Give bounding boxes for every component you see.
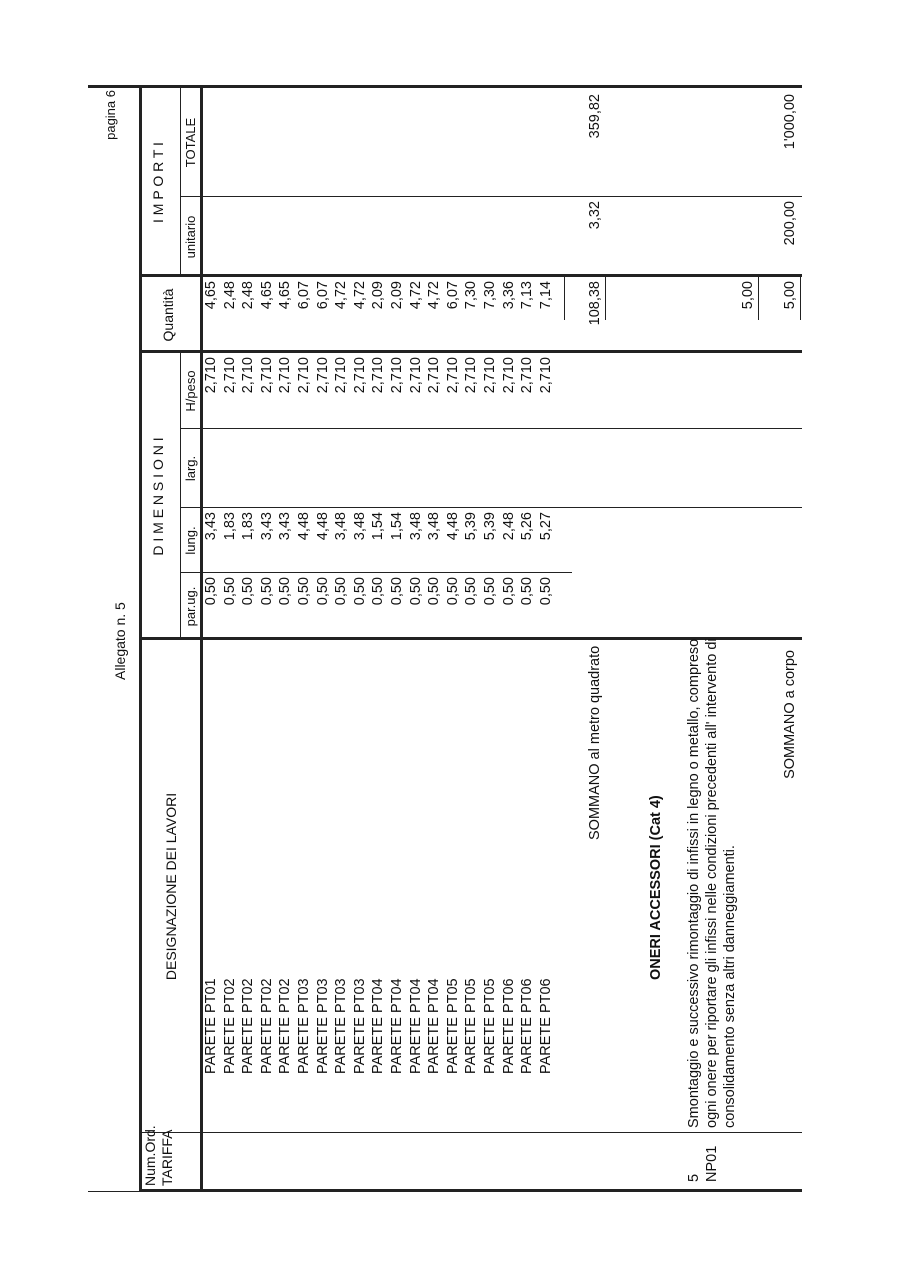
row-lunghezza: 5,39: [463, 512, 480, 541]
row-lunghezza: 3,43: [203, 512, 219, 541]
row-quantita: 7,14: [537, 281, 554, 310]
row-description: PARETE PT05: [463, 978, 480, 1074]
item-quantity: 5,00: [740, 281, 756, 310]
row-altezza-peso: 2,710: [463, 357, 480, 394]
row-altezza-peso: 2,710: [277, 357, 294, 394]
row-quantita: 7,30: [463, 281, 480, 310]
sum2-unit-price: 200,00: [782, 201, 798, 246]
col-divider-quantita: [139, 274, 802, 277]
row-description: PARETE PT04: [389, 978, 405, 1074]
row-quantita: 6,07: [314, 281, 331, 310]
row-lunghezza: 1,83: [221, 512, 238, 541]
col-divider-lung: [180, 507, 802, 508]
row-lunghezza: 3,43: [277, 512, 294, 541]
header-importi: I M P O R T I: [150, 142, 166, 223]
header-unitario: unitario: [183, 215, 198, 259]
annex-label: Allegato n. 5: [112, 602, 128, 680]
header-totale: TOTALE: [183, 117, 198, 168]
row-parti-uguali: 0,50: [370, 577, 387, 606]
row-description: PARETE PT04: [407, 978, 424, 1074]
sum2-total: 1'000,00: [782, 94, 798, 150]
row-parti-uguali: 0,50: [351, 577, 368, 606]
row-description: PARETE PT04: [370, 978, 387, 1074]
row-altezza-peso: 2,710: [296, 357, 312, 394]
row-quantita: 7,13: [519, 281, 536, 310]
frame-left: [139, 1189, 802, 1192]
row-altezza-peso: 2,710: [351, 357, 368, 394]
sum1-unit-price: 3,32: [587, 201, 603, 230]
row-quantita: 4,72: [333, 281, 350, 310]
header-lung: lung.: [183, 526, 198, 555]
row-parti-uguali: 0,50: [221, 577, 238, 606]
row-parti-uguali: 0,50: [482, 577, 498, 606]
row-lunghezza: 1,83: [240, 512, 257, 541]
row-description: PARETE PT03: [314, 978, 331, 1074]
row-parti-uguali: 0,50: [500, 577, 517, 606]
header-larg: larg.: [183, 455, 198, 482]
item-number: 5: [686, 1173, 702, 1182]
row-quantita: 4,72: [351, 281, 368, 310]
row-parti-uguali: 0,50: [240, 577, 257, 606]
header-dimensioni: D I M E N S I O N I: [150, 437, 166, 556]
row-altezza-peso: 2,710: [426, 357, 443, 394]
row-altezza-peso: 2,710: [500, 357, 517, 394]
row-description: PARETE PT06: [519, 978, 536, 1074]
row-description: PARETE PT03: [351, 978, 368, 1074]
row-description: PARETE PT02: [258, 978, 275, 1074]
row-description: PARETE PT02: [240, 978, 257, 1074]
row-parti-uguali: 0,50: [519, 577, 536, 606]
row-lunghezza: 5,39: [482, 512, 498, 541]
row-quantita: 4,72: [407, 281, 424, 310]
row-description: PARETE PT06: [537, 978, 554, 1074]
row-quantita: 4,65: [258, 281, 275, 310]
row-altezza-peso: 2,710: [389, 357, 405, 394]
row-parti-uguali: 0,50: [426, 577, 443, 606]
row-parti-uguali: 0,50: [333, 577, 350, 606]
row-parti-uguali: 0,50: [389, 577, 405, 606]
item-code: NP01: [704, 1145, 720, 1182]
row-altezza-peso: 2,710: [537, 357, 554, 394]
row-quantita: 6,07: [296, 281, 312, 310]
item-description-line1: Smontaggio e successivo rimontaggio di infissi in legno o metallo, compreso: [686, 638, 702, 1128]
row-description: PARETE PT02: [277, 978, 294, 1074]
sum2-quantity: 5,00: [782, 281, 798, 310]
row-quantita: 2,09: [389, 281, 405, 310]
row-altezza-peso: 2,710: [314, 357, 331, 394]
sum1-total: 359,82: [587, 94, 603, 139]
row-parti-uguali: 0,50: [537, 577, 554, 606]
col-divider-unitario: [180, 196, 802, 197]
header-hpeso: H/peso: [183, 370, 198, 412]
row-altezza-peso: 2,710: [258, 357, 275, 394]
row-parti-uguali: 0,50: [444, 577, 461, 606]
row-lunghezza: 1,54: [370, 512, 387, 541]
row-lunghezza: 5,26: [519, 512, 536, 541]
row-altezza-peso: 2,710: [333, 357, 350, 394]
item-description-line2: ogni onere per riportare gli infissi nelle condizioni precedenti all' intervento di: [704, 638, 720, 1128]
row-quantita: 2,48: [240, 281, 257, 310]
row-altezza-peso: 2,710: [221, 357, 238, 394]
header-quantita: Quantità: [160, 288, 176, 342]
row-description: PARETE PT03: [333, 978, 350, 1074]
row-altezza-peso: 2,710: [240, 357, 257, 394]
row-quantita: 2,48: [221, 281, 238, 310]
row-lunghezza: 5,27: [537, 512, 554, 541]
row-quantita: 7,30: [482, 281, 498, 310]
header-designazione: DESIGNAZIONE DEI LAVORI: [163, 792, 179, 981]
row-quantita: 4,65: [203, 281, 219, 310]
row-lunghezza: 2,48: [500, 512, 517, 541]
row-parti-uguali: 0,50: [314, 577, 331, 606]
row-quantita: 4,65: [277, 281, 294, 310]
row-lunghezza: 4,48: [314, 512, 331, 541]
row-parti-uguali: 0,50: [296, 577, 312, 606]
row-lunghezza: 4,48: [444, 512, 461, 541]
row-quantita: 3,36: [500, 281, 517, 310]
sum1-quantity: 108,38: [587, 281, 603, 326]
row-parti-uguali: 0,50: [463, 577, 480, 606]
row-altezza-peso: 2,710: [407, 357, 424, 394]
row-lunghezza: 3,48: [351, 512, 368, 541]
item-description-line3: consolidamento senza altri danneggiamenti.: [722, 845, 738, 1128]
row-lunghezza: 3,43: [258, 512, 275, 541]
importi-subheader-line: [180, 88, 181, 277]
row-quantita: 4,72: [426, 281, 443, 310]
row-altezza-peso: 2,710: [203, 357, 219, 394]
dimensioni-subheader-line: [180, 353, 181, 640]
header-parug: par.ug.: [183, 586, 198, 627]
row-quantita: 2,09: [370, 281, 387, 310]
row-description: PARETE PT05: [444, 978, 461, 1074]
row-parti-uguali: 0,50: [258, 577, 275, 606]
row-description: PARETE PT01: [203, 978, 219, 1074]
col-divider-tariffa: [139, 1132, 802, 1133]
sum2-label: SOMMANO a corpo: [782, 650, 798, 779]
row-altezza-peso: 2,710: [370, 357, 387, 394]
row-quantita: 6,07: [444, 281, 461, 310]
row-lunghezza: 3,48: [333, 512, 350, 541]
row-parti-uguali: 0,50: [203, 577, 219, 606]
header-numord: Num.Ord.: [142, 1125, 158, 1186]
row-lunghezza: 3,48: [407, 512, 424, 541]
row-lunghezza: 3,48: [426, 512, 443, 541]
row-altezza-peso: 2,710: [519, 357, 536, 394]
row-altezza-peso: 2,710: [444, 357, 461, 394]
row-description: PARETE PT06: [500, 978, 517, 1074]
page-number: pagina 6: [103, 90, 118, 140]
row-parti-uguali: 0,50: [277, 577, 294, 606]
row-description: PARETE PT05: [482, 978, 498, 1074]
row-description: PARETE PT02: [221, 978, 238, 1074]
row-lunghezza: 4,48: [296, 512, 312, 541]
row-parti-uguali: 0,50: [407, 577, 424, 606]
category-heading: ONERI ACCESSORI (Cat 4): [648, 795, 664, 980]
row-description: PARETE PT03: [296, 978, 312, 1074]
row-altezza-peso: 2,710: [482, 357, 498, 394]
row-lunghezza: 1,54: [389, 512, 405, 541]
header-tariffa: TARIFFA: [159, 1129, 175, 1186]
row-description: PARETE PT04: [426, 978, 443, 1074]
sum1-label: SOMMANO al metro quadrato: [587, 645, 603, 840]
